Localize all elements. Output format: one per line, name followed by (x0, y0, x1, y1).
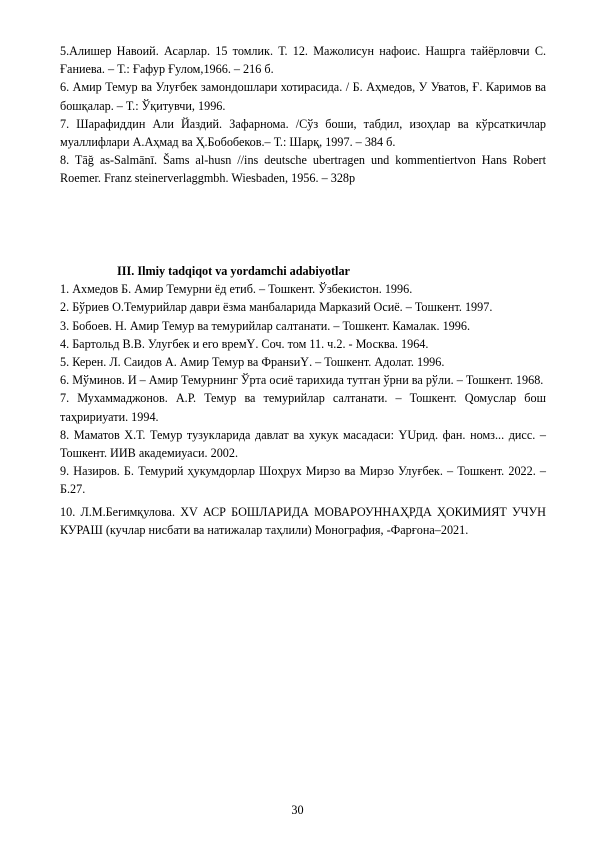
list-item: 1. Ахмедов Б. Амир Темурни ёд етиб. – Тошкент. Ўзбекистон. 1996. (60, 282, 413, 297)
list-item: 6. Амир Темур ва Улуғбек замондошлари хотирасида. / Б. Аҳмедов, У Уватов, Ғ. Каримов ва бошқалар. – Т.: Ўқитувчи, 1996. (60, 80, 546, 113)
list-item: 4. Бартольд В.В. Улугбек и его времҮ. Соч. том 11. ч.2. - Москва. 1964. (60, 336, 429, 351)
list-item: 5. Керен. Л. Саидов А. Амир Темур ва ФранsиҮ. – Тошкент. Адолат. 1996. (60, 355, 445, 370)
list-item: 2. Бўриев О.Темурийлар даври ёзма манбаларида Марказий Осиё. – Тошкент. 1997. (60, 300, 493, 315)
list-item: 9. Назиров. Б. Темурий ҳукумдорлар Шоҳрух Мирзо ва Мирзо Улуғбек. – Тошкент. 2022. – Б.27. (60, 464, 546, 497)
list-item: 3. Бобоев. Н. Амир Темур ва темурийлар салтанати. – Тошкент. Камалак. 1996. (60, 318, 470, 333)
list-item: 8. Tāğ as-Salmānī. Šams al-husn //ins deutsche ubertragen und kommentiertvon Hans Robert Roemer. Franz steinerverlaggmbh. Wiesbaden, 1956. – 328p (60, 153, 546, 186)
list-item: 10. Л.М.Бегимқулова. XV АСР БОШЛАРИДА МОВАРОУННАҲРДА ҲОКИМИЯТ УЧУН КУРАШ (кучлар нисбати ва натижалар таҳлили) Монография, -Фарғона–2021. (60, 504, 546, 537)
list-item: 5.Алишер Навоий. Асарлар. 15 томлик. Т. 12. Мажолисун нафоис. Нашрга тайёрловчи С. Ғаниева. – Т.: Ғафур Ғулом,1966. – 216 б. (60, 44, 546, 77)
list-item: 6. Мўминов. И – Амир Темурнинг Ўрта осиё тарихида тутган ўрни ва рўли. – Тошкент. 1968. (60, 373, 544, 388)
secondary-sources-section (60, 262, 546, 539)
page-number: 30 (291, 803, 304, 817)
list-item: 7. Шарафиддин Али Йаздий. Зафарнома. /Сўз боши, табдил, изоҳлар ва кўрсаткичлар муаллифлари А.Аҳмад ва Ҳ.Бобобеков.– Т.: Шарқ, 1997. – 384 б. (60, 116, 546, 150)
list-item: 7. Мухаммаджонов. А.Р. Темур ва темурийлар салтанати. – Тошкент. Qомуслар бош таҳририуати. 1994. (60, 391, 546, 424)
list-item: 8. Маматов Х.Т. Темур тузукларида давлат ва хукук масадаси: ҮUрид. фан. номз... дисс. – Тошкент. ИИВ академиуаси. 2002. (60, 427, 546, 461)
section-heading: III. Ilmiy tadqiqot va yordamchi adabiyotlar (117, 264, 350, 278)
primary-sources-list (60, 42, 546, 188)
